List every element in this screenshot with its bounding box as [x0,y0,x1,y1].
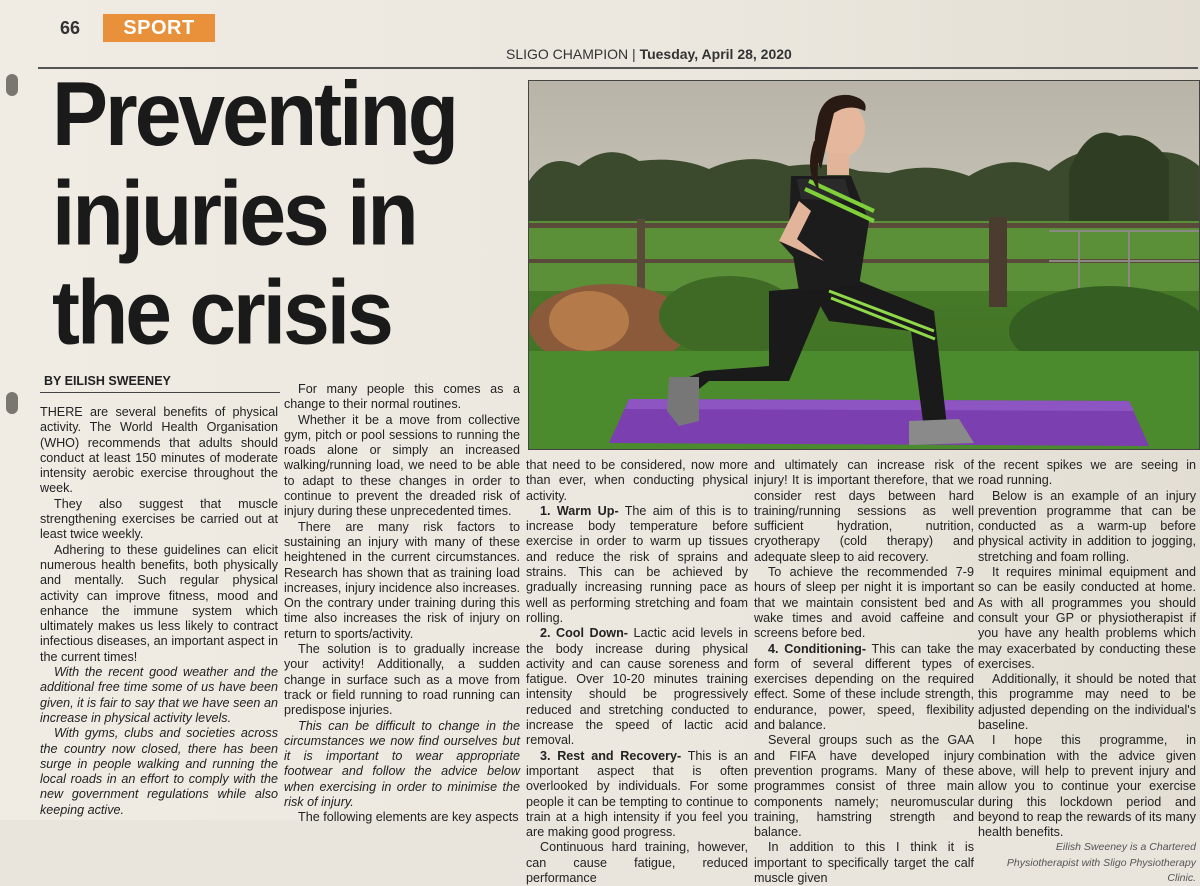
list-lead: 1. Warm Up- [540,503,619,518]
paragraph: Below is an example of an injury prevention programme that can be conducted as a warm-up before physical activity in addition to jogging, stretching and foam rolling. [978,488,1196,564]
paragraph: Continuous hard training, however, can cause fatigue, reduced performance [526,840,748,886]
article-column-5 [978,458,1196,886]
paragraph: It requires minimal equipment and so can be easily conducted at home. As with all programmes you should consult your GP or physiotherapist if you have any health problems which may exacerbated by conducting these exercises. [978,565,1196,671]
paragraph: For many people this comes as a change to their normal routines. [284,382,520,412]
paragraph: the recent spikes we are seeing in road running. [978,458,1196,488]
list-lead: 2. Cool Down- [540,626,628,641]
paragraph: With gyms, clubs and societies across the country now closed, there has been surge in people walking and running the local roads in an effort to comply with the new government regulations while also keeping active. [40,726,278,817]
paragraph: The following elements are key aspects [298,810,519,825]
article-column-3 [526,458,748,886]
paragraph: Adhering to these guidelines can elicit numerous health benefits, both physically and mentally. Such regular physical activity can improve fitness, mood and enhance the immune system which ultimately makes us less likely to contract infectious diseases, an important aspect in the current times! [40,542,278,664]
paragraph: Several groups such as the GAA and FIFA have developed injury prevention programs. Many of these programmes consist of three main components namely; neuromuscular training, hamstring strength and balance. [754,733,974,840]
byline-rule [40,392,280,393]
paragraph: In addition to this I think it is important to specifically target the calf muscle given [754,840,974,886]
masthead-date: Tuesday, April 28, 2020 [639,46,792,62]
headline-line: the crisis [52,261,391,364]
paragraph: They also suggest that muscle strengthening exercises be carried out at least twice weekly. [40,496,278,542]
paragraph: Additionally, it should be noted that this programme may need to be adjusted depending on the individual's baseline. [978,672,1196,733]
section-label: SPORT [103,14,215,42]
masthead-paper: SLIGO CHAMPION [506,46,629,62]
binder-hole [6,392,18,414]
article-photo [528,80,1200,450]
paragraph: 2. Cool Down- Lactic acid levels in the body increase during physical activity and can cause soreness and fatigue. Over 10-20 minutes training intensity should be progressively reduced and stretching conducted to increase the speed of lactic acid removal. [526,626,748,748]
paragraph: With the recent good weather and the additional free time some of us have been given, it is fair to say that we have seen an increase in physical activity levels. [40,665,278,725]
paragraph: The solution is to gradually increase your activity! Additionally, a sudden change in surface such as a move from track or field running to road running can predispose injuries. [284,642,520,718]
headline [52,64,522,362]
author-credit: Eilish Sweeney is a Chartered Physiotherapist with Sligo Physiotherapy Clinic. [1006,841,1196,885]
paragraph: To achieve the recommended 7-9 hours of sleep per night it is important that we maintain consistent bed and wake times and avoid caffeine and screens before bed. [754,565,974,641]
binder-hole [6,74,18,96]
masthead: SLIGO CHAMPION | Tuesday, April 28, 2020 [506,46,792,62]
article-column-2 [284,382,520,826]
list-lead: 4. Conditioning- [768,641,867,656]
page-number: 66 [60,18,81,38]
article-column-1 [40,405,278,818]
paragraph: and ultimately can increase risk of injury! It is important therefore, that we consider rest days between hard training/running sessions as well sufficient hydration, nutrition, cryotherapy (cold therapy) and adequate sleep to aid recovery. [754,458,974,564]
paragraph: 3. Rest and Recovery- This is an important aspect that is often overlooked by individuals. For some people it can be tempting to continue to train at a high intensity if you feel you are making good progress. [526,748,748,840]
paragraph: that need to be considered, now more than ever, when conducting physical activity. [526,458,748,503]
paragraph: Whether it be a move from collective gym, pitch or pool sessions to running the roads alone or simply an increased walking/running load, we need to be able to adapt to these changes in order to continue to prevent the dreaded risk of injury during these unprecedented times. [284,412,520,519]
headline-line: Preventing [52,62,457,165]
paragraph: THERE are several benefits of physical activity. The World Health Organisation (WHO) recommends that adults should conduct at least 150 minutes of moderate intensity aerobic exercise throughout the week. [40,405,278,496]
paragraph: I hope this programme, in combination with the advice given above, will help to prevent injury and allow you to continue your exercise during this lockdown period and beyond to reap the rewards of its many health benefits. [978,733,1196,840]
paragraph: There are many risk factors to sustaining an injury with many of these heightened in the current circumstances. Research has shown that as training load increases, injury incidence also increases. On the contrary under training during this time also increases the risk of injury on return to sports/activity. [284,519,520,641]
article-column-4 [754,458,974,886]
headline-line: injuries in [52,162,416,264]
paragraph: 4. Conditioning- This can take the form of several different types of exercises depending on the required effect. Some of these include strength, endurance, power, speed, flexibility and balance. [754,641,974,733]
paragraph: This can be difficult to change in the circumstances we now find ourselves but it is important to wear appropriate footwear and follow the advice below when exercising in order to minimise the risk of injury. [284,718,520,810]
byline: BY EILISH SWEENEY [44,374,171,388]
list-lead: 3. Rest and Recovery- [540,748,682,763]
lunge-exercise-photo [529,81,1199,449]
paragraph: 1. Warm Up- The aim of this is to increase body temperature before exercise in order to warm up tissues and reduce the risk of sprains and strains. This can be achieved by gradually increasing running pace as well as performing stretching and foam rolling. [526,503,748,625]
